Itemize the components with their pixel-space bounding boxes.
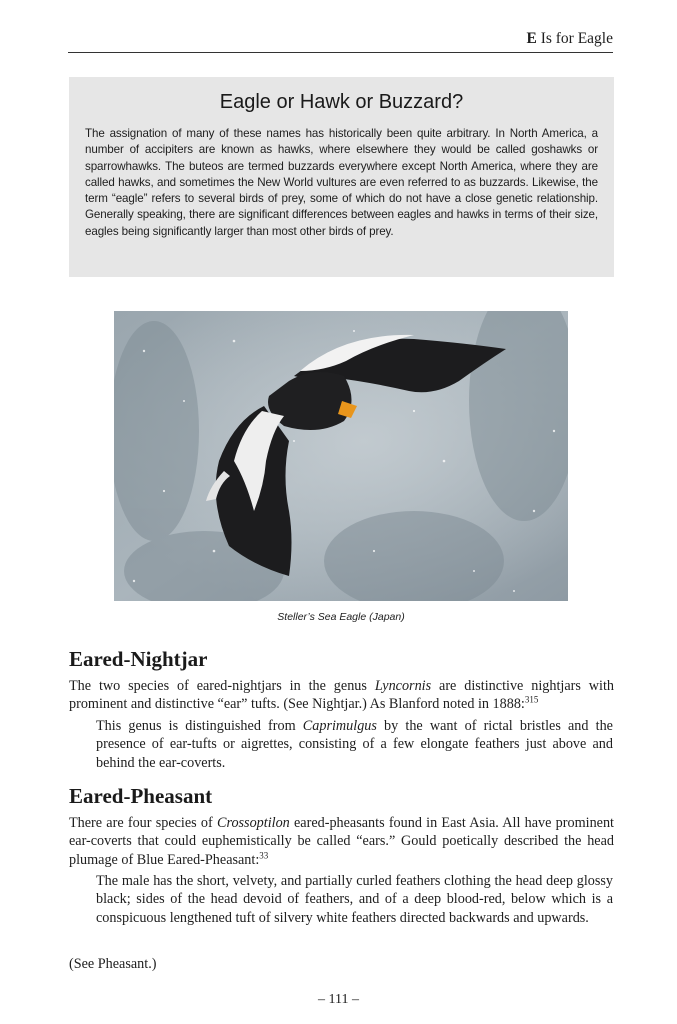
sidebar-box	[69, 77, 614, 277]
genus-name: Crossoptilon	[216, 815, 290, 831]
page-number: – 111 –	[318, 992, 359, 1007]
header-rule	[68, 52, 613, 53]
entry-text-eared-nightjar: The two species of eared-nightjars in the genus Lyncornis are distinctive nightjars with prominent and distinctive “ear” tufts. (See Nightjar.) As Blanford noted in 1888:$^{315}$	[69, 678, 614, 713]
see-also-note: (See Pheasant.)	[69, 956, 157, 972]
entry-title-eared-nightjar: Eared-Nightjar	[69, 647, 208, 671]
entry-title-eared-pheasant: Eared-Pheasant	[69, 784, 213, 808]
running-head-letter: E	[526, 30, 537, 47]
sidebar-body: The assignation of many of these names has historically been quite arbitrary. In North America, a number of accipiters are known as hawks, where elsewhere they would be called goshawks or sparrowhawks. The buteos are termed buzzards everywhere except North America, where they are called hawks, and sometimes the New World vultures are even referred to as buzzards. Likewise, the term “eagle” refers to several birds of prey, some of which do not have a close genetic relationship. Generally speaking, there are significant differences between eagles and hawks in terms of their size, eagles being significantly larger than most other birds of prey.	[85, 127, 598, 238]
genus-name: Caprimulgus	[302, 718, 377, 734]
quote-eared-pheasant: The male has the short, velvety, and partially curled feathers clothing the head deep glossy black; sides of the head devoid of feathers, and of a deep blood-red, below which is a conspicuous lengthened tuft of silvery white feathers directed backwards and upwards.	[96, 873, 613, 926]
sidebar-title: Eagle or Hawk or Buzzard?	[219, 91, 464, 113]
footnote-ref: 315	[524, 694, 539, 705]
running-head-title: Is for Eagle	[540, 30, 613, 47]
quote-eared-nightjar: This genus is distinguished from Caprimulgus by the want of rictal bristles and the presence of ear-tufts or aigrettes, consisting of a few elongate feathers just above and behind the ear-coverts.	[96, 718, 613, 771]
running-head	[526, 30, 613, 48]
genus-name: Lyncornis	[374, 678, 432, 694]
eagle-photo	[114, 311, 568, 601]
footnote-ref: 33	[259, 850, 269, 861]
photo-caption: Steller’s Sea Eagle (Japan)	[277, 611, 405, 623]
entry-text-eared-pheasant: There are four species of Crossoptilon eared-pheasants found in East Asia. All have prominent ear-coverts that could euphemistically be called “ears.” Gould poetically described the head plumage of Blue Eared-Pheasant:$^{33}$	[69, 815, 614, 868]
